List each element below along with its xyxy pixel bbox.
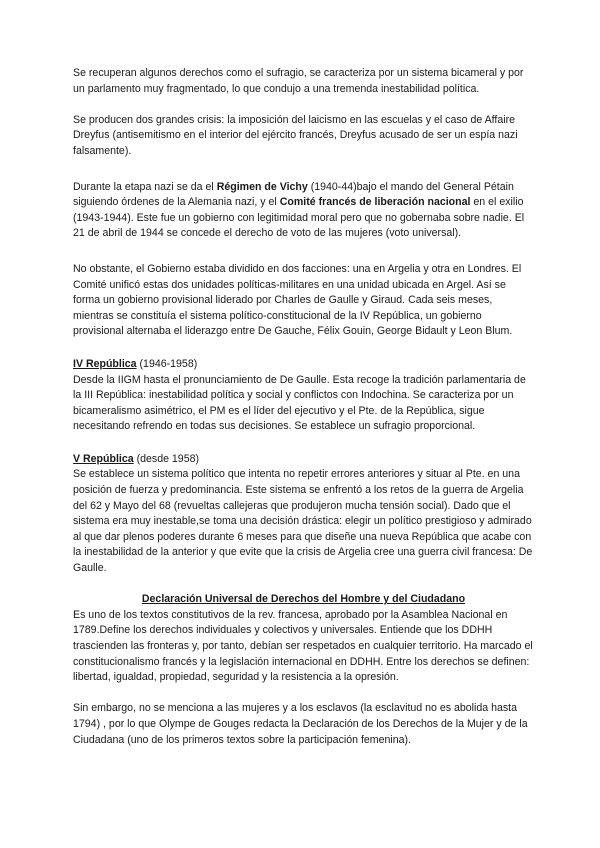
text-segment: Durante la etapa nazi se da el [73,180,217,193]
section-iv-heading-line [73,357,534,373]
declaracion-paragraph-2: Sin embargo, no se menciona a las mujeres y a los esclavos (la esclavitud no es abolida hasta 1794) , por lo que Olympe de Gouges redacta la Declaración de los Derechos de la Mujer y de la Ciudadana (uno de los primeros textos sobre la participación femenina). [73,702,528,746]
section-v-heading: V República [73,452,134,465]
section-iv-heading: IV República [73,357,137,370]
paragraph-vichy [73,180,534,242]
text-segment: (1940-44)bajo el mando del General Pétain siguiendo órdenes de la Alemania nazi, y el [73,180,514,209]
paragraph-gobierno-dividido: No obstante, el Gobierno estaba dividido en dos facciones: una en Argelia y otra en Londres. El Comité unificó estas dos unidades políticas-militares en una unidad ubicada en Argel. Así se forma un gobierno provisional liderado por Charles de Gaulle y Giraud. Cada seis meses, mientras se constituía el sistema político-constitucional de la IV República, un gobierno provisional alternaba el liderazgo entre De Gauche, Félix Gouin, George Bidault y Leon Blum. [73,262,522,338]
paragraph-sufragio: Se recuperan algunos derechos como el sufragio, se caracteriza por un sistema bicameral y por un parlamento muy fragmentado, lo que condujo a una tremenda inestabilidad política. [73,67,524,95]
declaracion-title: Declaración Universal de Derechos del Hombre y del Ciudadano [141,593,466,606]
section-v-dates: (desde 1958) [133,452,200,465]
section-iv-body: Desde la IIGM hasta el pronunciamiento de De Gaulle. Esta recoge la tradición parlamentaria de la III República: inestabilidad política y social y conflictos con Indochina. Se caracteriza por un bicameralismo asimétrico, el PM es el líder del ejecutivo y el Pte. de la República, sigue necesitando refrendo en todas sus decisiones. Se establece un sufragio proporcional. [73,373,526,433]
text-segment: en el exilio (1943-1944). Este fue un gobierno con legitimidad moral pero que no gobernaba sobre nadie. El 21 de abril de 1944 se concede el derecho de voto de las mujeres (voto universal). [73,196,525,240]
paragraph-crisis: Se producen dos grandes crisis: la imposición del laicismo en las escuelas y el caso de Affaire Dreyfus (antisemitismo en el interior del ejército francés, Dreyfus acusado de ser un espía nazi falsamente). [73,113,518,157]
declaracion-paragraph-1: Es uno de los textos constitutivos de la rev. francesa, aprobado por la Asamblea Nacional en 1789.Define los derechos individuales y colectivos y universales. Entiende que los DDHH trascienden las fronteras y, por tanto, debían ser respetados en cualquier territorio. Ha marcado el constitucionalismo francés y la legislación internacional en DDHH. Entre los derechos se definen: libertad, igualdad, propiedad, seguridad y la resistencia a la opresión. [73,608,533,684]
document-body [73,66,534,748]
bold-term-comite: Comité francés de liberación nacional [279,196,471,209]
section-iv-dates: (1946-1958) [136,357,198,370]
bold-term-vichy: Régimen de Vichy [216,180,308,193]
section-v-body: Se establece un sistema político que intenta no repetir errores anteriores y situar al Pte. en una posición de fuerza y predominancia. Este sistema se enfrentó a los retos de la guerra de Argelia del 62 y Mayo del 68 (revueltas callejeras que produjeron mucha tensión social). Dado que el sistema era muy inestable,se toma una decisión drástica: elegir un político prestigioso y admirado al que dar plenos poderes durante 6 meses para que diseñe una nueva República que acabe con la inestabilidad de la anterior y que evite que la crisis de Argelia cree una guerra civil francesa: De Gaulle. [73,468,533,575]
section-v-heading-line [73,452,534,468]
